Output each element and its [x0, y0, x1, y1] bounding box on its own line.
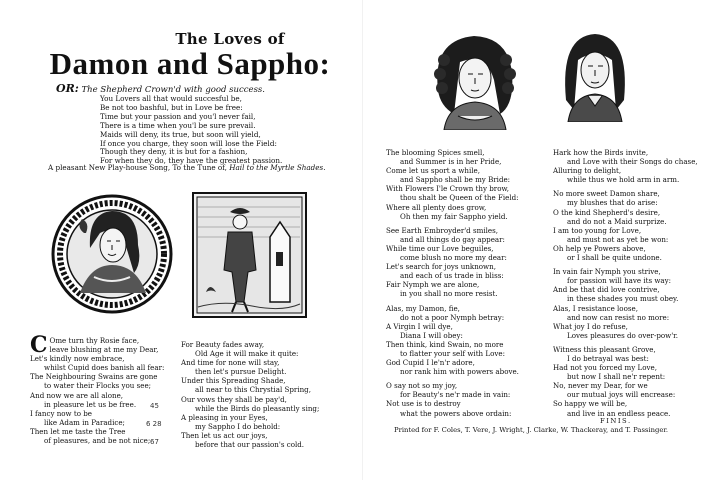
verse-line: The Neighbouring Swains are gone — [30, 372, 158, 382]
verse-line: thou shalt be Queen of the Field: — [400, 193, 519, 203]
verse-line: So happy we will be, — [553, 399, 628, 409]
verse-line: to water their Flocks you see; — [44, 381, 152, 391]
verse-line: in pleasure let us be free. — [44, 399, 137, 409]
subtitle-text: The Shepherd Crown'd with good success. — [81, 85, 265, 95]
verse-line: God Cupid I le'n'r adore, — [386, 358, 475, 368]
verse-line: For Beauty fades away, — [181, 340, 265, 349]
intro-line: There is a time when you'l be sure prevail. — [100, 120, 256, 130]
intro-line: Though they deny, it is but for a fashion, — [100, 147, 248, 157]
verse-line: to flatter your self with Love: — [400, 348, 505, 358]
verse-line: Our vows they shall be pay'd, — [181, 394, 287, 404]
verse-line: and do not a Maid surprize. — [567, 216, 667, 226]
verse-line: Under this Spreading Shade, — [181, 376, 286, 386]
verse-line: Not use is to destroy — [386, 399, 461, 409]
verse-line: and all things do gay appear: — [400, 234, 505, 244]
verse-line: Had not you forced my Love, — [553, 363, 657, 373]
verse-line: Then let us act our joys, — [181, 430, 268, 440]
verse-line: Let's kindly now embrace, — [30, 354, 125, 364]
verse-line: and now can resist no more: — [567, 312, 670, 322]
intro-line: Be not too bashful, but in Love be free: — [100, 102, 243, 112]
verse-line: Diana I will obey: — [400, 330, 463, 340]
verse-line: Fair Nymph we are alone, — [386, 280, 480, 290]
woodcut-shepherd-scene — [192, 192, 307, 318]
intro-verse — [100, 95, 360, 166]
verse-line: of pleasures, and be not nice; — [44, 436, 151, 446]
drop-capital: C — [30, 332, 48, 358]
verse-line: In vain fair Nymph you strive, — [553, 267, 661, 277]
verse-line: before that our passion's cold. — [195, 440, 305, 450]
finis-mark: FINIS. — [600, 417, 632, 425]
verse-right-column-1 — [386, 148, 551, 418]
page-gutter — [362, 0, 363, 480]
title-line-2: Damon and Sappho: — [49, 46, 331, 81]
verse-line: my blushes that do arise: — [567, 198, 658, 208]
verse-line: See Earth Embroyder'd smiles, — [386, 225, 498, 235]
intro-line: For when they do, they have the greatest passion. — [100, 156, 283, 166]
verse-line: A pleasing in your Eyes, — [181, 412, 268, 422]
verse-line: nor rank him with powers above. — [400, 367, 519, 377]
verse-line: Oh help ye Powers above, — [553, 243, 646, 253]
verse-line: whilst Cupid does banish all fear: — [44, 363, 165, 373]
verse-line: and Summer is in her Pride, — [400, 157, 502, 167]
intro-line: Maids will deny, its true, but soon will yield, — [100, 129, 261, 139]
verse-line: What joy I do refuse, — [553, 321, 628, 331]
verse-line: while the Birds do pleasantly sing; — [195, 403, 320, 413]
verse-line: Alas, my Damon, fie, — [386, 303, 460, 313]
verse-line: I am too young for Love, — [553, 225, 642, 235]
verse-line: While time our Love beguiles, — [386, 243, 494, 253]
verse-line: leave blushing at me my Dear, — [49, 345, 159, 355]
margin-note: 6 28 — [146, 420, 162, 428]
verse-line: do not a poor Nymph betray: — [400, 312, 505, 322]
verse-line: And now we are all alone, — [30, 390, 124, 400]
woodcut-woman-portrait — [50, 193, 175, 315]
intro-line: Time but your passion and you'l never fail, — [100, 111, 256, 121]
verse-line: With Flowers I'le Crown thy brow, — [386, 184, 509, 194]
verse-line: for passion will have its way: — [567, 276, 672, 286]
verse-line: I do betrayal was best: — [567, 353, 649, 363]
verse-line: No, never my Dear, for we — [553, 381, 648, 391]
verse-line: my Sappho I do behold: — [195, 421, 281, 431]
verse-line: The blooming Spices smell, — [386, 148, 485, 157]
verse-line: and live in an endless peace. — [567, 408, 671, 418]
verse-line: Loves pleasures do over-pow'r. — [567, 330, 679, 340]
verse-line: Then let me taste the Tree — [30, 426, 126, 436]
verse-line: Witness this pleasant Grove, — [553, 344, 656, 354]
verse-line: and Love with their Songs do chase, — [567, 157, 698, 167]
verse-line: Come let us sport a while, — [386, 166, 480, 176]
verse-line: And time for none will stay, — [181, 358, 280, 368]
verse-line: And be that did love contrive, — [553, 285, 660, 295]
verse-line: then let's pursue Delight. — [195, 367, 287, 377]
verse-line: I fancy now to be — [30, 408, 92, 418]
verse-line: while thus we hold arm in arm. — [567, 175, 680, 185]
verse-line: but now I shall ne'r repent: — [567, 372, 666, 382]
verse-line: Oh then my fair Sappho yield. — [400, 211, 508, 221]
verse-line: all near to this Chrystial Spring, — [195, 385, 311, 395]
verse-line: for Beauty's ne'r made in vain: — [400, 390, 511, 400]
title-line-1: The Loves of — [175, 30, 285, 48]
woodcut-gentleman-portrait — [560, 30, 630, 122]
verse-line: come blush no more my dear: — [400, 253, 507, 263]
subtitle-lead: OR: — [56, 82, 79, 95]
verse-line: Then think, kind Swain, no more — [386, 339, 504, 349]
verse-line: Alluring to delight, — [553, 166, 622, 176]
verse-line: O the kind Shepherd's desire, — [553, 207, 661, 217]
verse-right-column-2 — [553, 148, 698, 418]
verse-left-column-1 — [30, 332, 180, 446]
tune-text: A pleasant New Play-house Song, To the Tune of, — [48, 163, 227, 172]
margin-note: 67 — [150, 438, 159, 446]
verse-line: in you shall no more resist. — [400, 289, 498, 299]
verse-line: what the powers above ordain: — [400, 408, 512, 418]
verse-line: in these shades you must obey. — [567, 294, 679, 304]
verse-line: Where all plenty does grow, — [386, 202, 487, 212]
intro-line: You Lovers all that would succesful be, — [100, 94, 242, 103]
verse-line: Let's search for joys unknown, — [386, 262, 496, 272]
margin-note: 45 — [150, 402, 159, 410]
verse-line: and Sappho shall be my Bride: — [400, 175, 511, 185]
verse-line: or I shall be quite undone. — [567, 253, 662, 263]
verse-line: O say not so my joy, — [386, 381, 458, 391]
verse-line: like Adam in Paradice; — [44, 417, 125, 427]
verse-line: Old Age it will make it quite: — [195, 349, 299, 359]
verse-line: No more sweet Damon share, — [553, 189, 660, 199]
verse-line: and must not as yet be won: — [567, 234, 669, 244]
verse-line: Ome turn thy Rosie face, — [49, 336, 140, 345]
verse-line: Hark how the Birds invite, — [553, 148, 649, 157]
verse-line: A Virgin I will dye, — [386, 321, 453, 331]
tune-line — [48, 163, 378, 172]
verse-line: Alas, I resistance loose, — [553, 303, 638, 313]
printer-imprint: Printed for F. Coles, T. Vere, J. Wright, J. Clarke, W. Thackeray, and T. Passinger. — [394, 426, 669, 434]
tune-name: Hail to the Myrtle Shades. — [229, 163, 326, 172]
verse-line: and each of us trade in bliss: — [400, 271, 504, 281]
woodcut-lady-portrait — [430, 30, 520, 130]
verse-line: our mutual joys will encrease: — [567, 390, 676, 400]
intro-line: If once you charge, they soon will lose the Field: — [100, 138, 277, 148]
verse-left-column-2 — [181, 340, 346, 449]
